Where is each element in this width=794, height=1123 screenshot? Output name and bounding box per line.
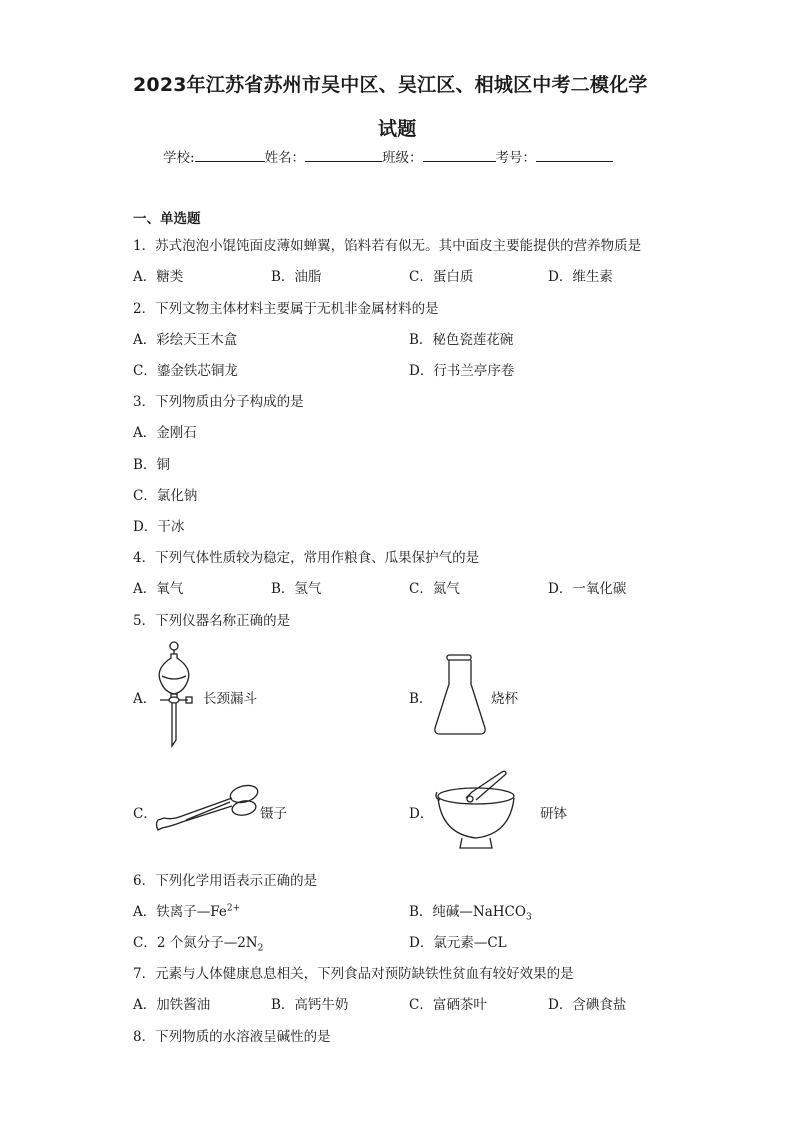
school-field[interactable]	[195, 147, 265, 162]
q7-option-a[interactable]: A．加铁酱油	[133, 997, 211, 1013]
mortar-pestle-icon	[432, 768, 522, 854]
class-label: 班级：	[382, 150, 423, 166]
q6-option-a-text: A．铁离子—Fe	[133, 904, 227, 920]
q4-option-b[interactable]: B．氢气	[271, 581, 322, 597]
q4-option-a[interactable]: A．氧气	[133, 581, 184, 597]
q3-option-d[interactable]: D．干冰	[133, 519, 185, 535]
q6-option-c[interactable]	[133, 931, 263, 954]
q6-option-a[interactable]	[133, 900, 240, 920]
separatory-funnel-icon	[152, 640, 200, 750]
q5-option-b-label: 烧杯	[491, 691, 518, 707]
doc-title-line2: 试题	[378, 118, 417, 140]
q2-option-a[interactable]: A．彩绘天王木盒	[133, 332, 238, 348]
q5-option-a-letter[interactable]: A．	[133, 691, 157, 707]
q6-option-b-text: B．纯碱—NaHCO	[409, 904, 526, 920]
class-field[interactable]	[423, 147, 496, 162]
q5-option-b-letter[interactable]: B．	[409, 691, 433, 707]
q7-option-b[interactable]: B．高钙牛奶	[271, 997, 349, 1013]
exam-no-label: 考号：	[495, 150, 537, 166]
question-4-stem: 4．下列气体性质较为稳定，常用作粮食、瓜果保护气的是	[133, 550, 480, 566]
q2-option-b[interactable]: B．秘色瓷莲花碗	[409, 332, 514, 348]
crucible-tongs-icon	[152, 780, 262, 836]
name-label: 姓名：	[264, 150, 306, 166]
q5-option-d-letter[interactable]: D．	[409, 806, 434, 822]
q1-option-d[interactable]: D．维生素	[548, 269, 613, 285]
q7-option-c[interactable]: C．富硒茶叶	[409, 997, 487, 1013]
question-1-stem: 1．苏式泡泡小馄饨面皮薄如蝉翼，馅料若有似无。其中面皮主要能提供的营养物质是	[133, 238, 642, 254]
question-6-stem: 6．下列化学用语表示正确的是	[133, 873, 318, 889]
q5-option-c-letter[interactable]: C．	[133, 806, 157, 822]
section-heading: 一、单选题	[133, 211, 201, 227]
q5-option-d-label: 研钵	[540, 806, 567, 822]
q6-option-c-text: C．2 个氮分子—2N	[133, 935, 258, 951]
conical-flask-icon	[432, 654, 488, 738]
q3-option-a[interactable]: A．金刚石	[133, 425, 197, 441]
doc-title-line1: 2023年江苏省苏州市吴中区、吴江区、相城区中考二模化学	[133, 74, 648, 96]
q6-option-d-text: D．氯元素—CL	[409, 935, 507, 951]
q6-option-b-subscript: 3	[525, 912, 532, 923]
q6-option-d[interactable]	[409, 931, 507, 951]
q4-option-d[interactable]: D．一氧化碳	[548, 581, 627, 597]
question-5-stem: 5．下列仪器名称正确的是	[133, 613, 291, 629]
school-label: 学校:	[163, 150, 195, 166]
q1-option-a[interactable]: A．糖类	[133, 269, 184, 285]
question-2-stem: 2．下列文物主体材料主要属于无机非金属材料的是	[133, 301, 439, 317]
q1-option-c[interactable]: C．蛋白质	[409, 269, 474, 285]
question-7-stem: 7．元素与人体健康息息相关，下列食品对预防缺铁性贫血有较好效果的是	[133, 966, 574, 982]
q2-option-d[interactable]: D．行书兰亭序卷	[409, 363, 515, 379]
q7-option-d[interactable]: D．含碘食盐	[548, 997, 627, 1013]
q6-option-b[interactable]	[409, 900, 532, 923]
q5-option-a-label: 长颈漏斗	[203, 691, 257, 707]
q4-option-c[interactable]: C．氮气	[409, 581, 460, 597]
name-field[interactable]	[305, 147, 382, 162]
q6-option-c-subscript: 2	[257, 943, 264, 954]
student-info-line	[163, 146, 613, 166]
question-3-stem: 3．下列物质由分子构成的是	[133, 394, 304, 410]
q6-option-a-charge: 2+	[226, 903, 241, 914]
q3-option-b[interactable]: B．铜	[133, 457, 170, 473]
question-8-stem: 8．下列物质的水溶液呈碱性的是	[133, 1029, 331, 1045]
q2-option-c[interactable]: C．鎏金铁芯铜龙	[133, 363, 238, 379]
exam-no-field[interactable]	[536, 147, 613, 162]
q1-option-b[interactable]: B．油脂	[271, 269, 322, 285]
q5-option-c-label: 镊子	[260, 806, 287, 822]
q3-option-c[interactable]: C．氯化钠	[133, 488, 198, 504]
